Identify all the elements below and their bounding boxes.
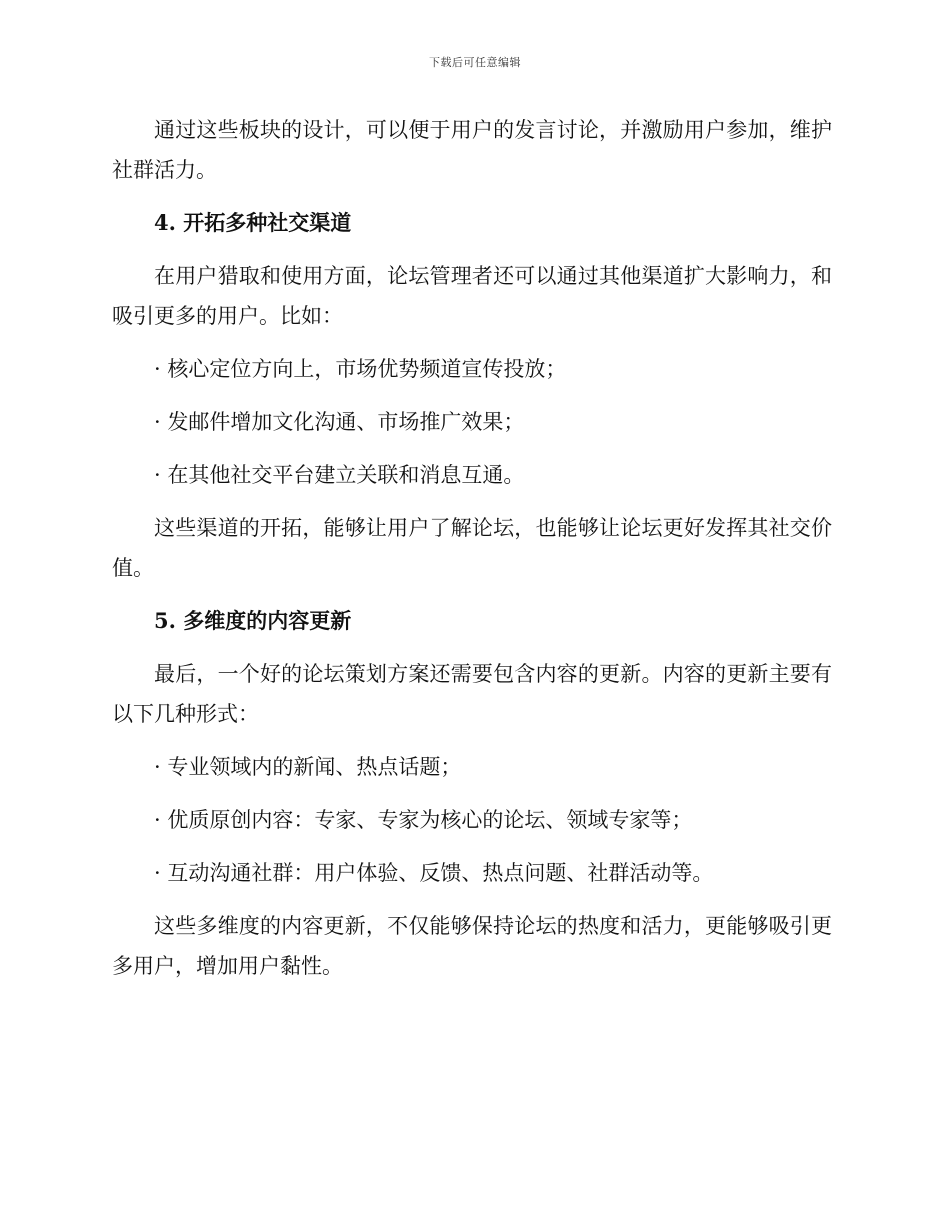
section-heading-content-update: 5. 多维度的内容更新 (154, 608, 352, 633)
paragraph-content-forms: 最后，一个好的论坛策划方案还需要包含内容的更新。内容的更新主要有以下几种形式： (112, 662, 832, 726)
list-item: · 核心定位方向上，市场优势频道宣传投放； (154, 357, 567, 381)
list-item: · 发邮件增加文化沟通、市场推广效果； (154, 410, 525, 434)
list-item: · 在其他社交平台建立关联和消息互通。 (154, 463, 525, 487)
paragraph-user-acquisition: 在用户猎取和使用方面，论坛管理者还可以通过其他渠道扩大影响力，和吸引更多的用户。比如： (112, 264, 832, 328)
page-header: 下载后可任意编辑 (429, 56, 521, 69)
paragraph-board-design: 通过这些板块的设计，可以便于用户的发言讨论，并激励用户参加，维护社群活力。 (112, 118, 832, 182)
paragraph-channel-value: 这些渠道的开拓，能够让用户了解论坛，也能够让论坛更好发挥其社交价值。 (112, 516, 832, 580)
section-heading-social-channels: 4. 开拓多种社交渠道 (154, 210, 352, 235)
document-body (112, 110, 832, 999)
list-item: · 互动沟通社群：用户体验、反馈、热点问题、社群活动等。 (154, 861, 714, 885)
list-item: · 优质原创内容：专家、专家为核心的论坛、领域专家等； (154, 808, 693, 832)
list-item: · 专业领域内的新闻、热点话题； (154, 755, 462, 779)
paragraph-conclusion: 这些多维度的内容更新，不仅能够保持论坛的热度和活力，更能够吸引更多用户，增加用户黏性。 (112, 914, 832, 978)
